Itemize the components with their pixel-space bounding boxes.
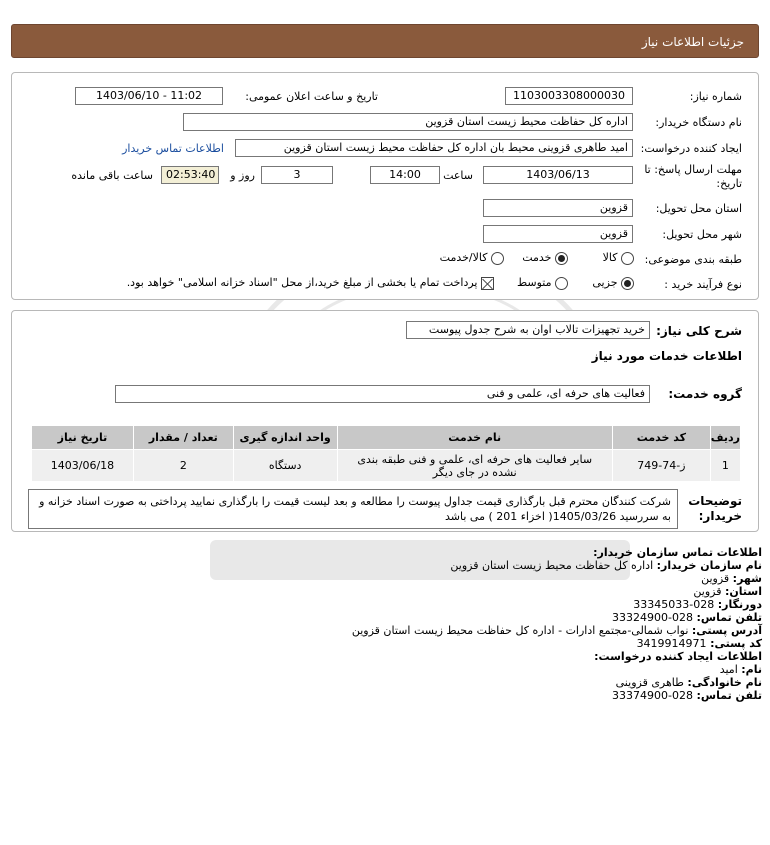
- city-field: قزوین: [483, 225, 633, 243]
- category-both-radio[interactable]: [491, 252, 504, 265]
- address-value: نواب شمالی-مجتمع ادارات - اداره کل حفاظت محیط زیست استان قزوین: [351, 624, 689, 637]
- buyer-notes-label-1: توضیحات: [688, 494, 742, 508]
- table-header-row: [32, 426, 741, 450]
- city-value: قزوین: [701, 572, 730, 585]
- payment-option[interactable]: [127, 276, 494, 290]
- summary-label: شرح کلی نیاز:: [656, 324, 742, 338]
- buyer-contact-link[interactable]: اطلاعات تماس خریدار: [122, 142, 224, 155]
- need-details-panel: [11, 72, 759, 300]
- col-unit: واحد اندازه گیری: [233, 426, 337, 450]
- creator-phone-label: تلفن تماس:: [696, 689, 762, 702]
- phone-value: 028-33324900: [612, 611, 694, 624]
- cell-date: 1403/06/18: [32, 450, 134, 482]
- page-header: [11, 24, 759, 58]
- category-option-both[interactable]: [440, 251, 504, 265]
- city-label-contact: شهر:: [732, 572, 762, 585]
- col-row: ردیف: [710, 426, 740, 450]
- summary-field: خرید تجهیزات تالاب اوان به شرح جدول پیوست: [406, 321, 650, 339]
- days-field: 3: [261, 166, 333, 184]
- process-option-medium[interactable]: [517, 276, 568, 290]
- cell-unit: دستگاه: [233, 450, 337, 482]
- family-value: طاهری قزوینی: [615, 676, 684, 689]
- creator-phone-value: 028-33374900: [612, 689, 694, 702]
- category-label: طبقه بندی موضوعی:: [644, 253, 742, 266]
- phone-label: تلفن تماس:: [696, 611, 762, 624]
- service-group-label: گروه خدمت:: [668, 387, 742, 401]
- col-date: تاریخ نیاز: [32, 426, 134, 450]
- fax-value: 028-33345033: [633, 598, 715, 611]
- process-label: نوع فرآیند خرید :: [664, 278, 742, 291]
- cell-qty: 2: [133, 450, 233, 482]
- province-value: قزوین: [693, 585, 722, 598]
- buyer-org-field: اداره کل حفاظت محیط زیست استان قزوین: [183, 113, 633, 131]
- announce-field: 1403/06/10 - 11:02: [75, 87, 223, 105]
- remaining-label: ساعت باقی مانده: [71, 169, 153, 182]
- family-label: نام خانوادگی:: [687, 676, 762, 689]
- payment-note: پرداخت تمام یا بخشی از مبلغ خرید،از محل "اسناد خزانه اسلامی" خواهد بود.: [126, 276, 478, 289]
- table-row: [32, 450, 741, 482]
- days-label: روز و: [230, 169, 255, 182]
- process-option-minor[interactable]: [592, 276, 634, 290]
- category-goods-radio[interactable]: [621, 252, 634, 265]
- category-option-goods[interactable]: [603, 251, 634, 265]
- deadline-label-1: مهلت ارسال پاسخ: تا: [644, 163, 742, 176]
- deadline-label-2: تاریخ:: [716, 177, 742, 190]
- payment-checkbox[interactable]: [481, 277, 494, 290]
- process-medium-text: متوسط: [516, 276, 552, 289]
- announce-label: تاریخ و ساعت اعلان عمومی:: [245, 90, 378, 103]
- page-title: جزئیات اطلاعات نیاز: [641, 35, 744, 49]
- buyer-notes-label-2: خریدار:: [698, 509, 742, 523]
- creator-label: ایجاد کننده درخواست:: [640, 142, 742, 155]
- process-minor-text: جزیی: [592, 276, 618, 289]
- province-field: قزوین: [483, 199, 633, 217]
- name-value: امید: [719, 663, 738, 676]
- postal-value: 3419914971: [636, 637, 707, 650]
- org-label: نام سازمان خریدار:: [656, 559, 762, 572]
- province-label-contact: استان:: [725, 585, 762, 598]
- deadline-time-field: 14:00: [370, 166, 440, 184]
- creator-field: امید طاهری قزوینی محیط بان اداره کل حفاظت محیط زیست استان قزوین: [235, 139, 633, 157]
- postal-label: کد پستی:: [710, 637, 762, 650]
- buyer-notes-field: شرکت کنندگان محترم قبل بارگذاری قیمت جداول پیوست را مطالعه و بعد لیست قیمت را بارگذاری نمایید پرداختی به صورت اسناد خزانه و به سررسید 1405/03/26( اخزاء 201 ) می باشد: [28, 489, 678, 529]
- org-value: اداره کل حفاظت محیط زیست استان قزوین: [450, 559, 654, 572]
- col-qty: تعداد / مقدار: [133, 426, 233, 450]
- cell-name: سایر فعالیت های حرفه ای، علمی و فنی طبقه بندی نشده در جای دیگر: [337, 450, 612, 482]
- need-summary-panel: [11, 310, 759, 532]
- category-both-text: کالا/خدمت: [439, 251, 488, 264]
- name-label: نام:: [741, 663, 762, 676]
- contact-section: [22, 546, 762, 702]
- category-goods-text: کالا: [602, 251, 618, 264]
- fax-label: دورنگار:: [717, 598, 762, 611]
- need-number-label: شماره نیاز:: [689, 90, 742, 103]
- contact-heading: اطلاعات تماس سازمان خریدار:: [593, 546, 762, 559]
- col-code: کد خدمت: [612, 426, 710, 450]
- cell-code: ز-74-749: [612, 450, 710, 482]
- category-option-service[interactable]: [522, 251, 568, 265]
- process-minor-radio[interactable]: [621, 277, 634, 290]
- items-table: [31, 425, 741, 482]
- remaining-time-field: 02:53:40: [161, 166, 219, 184]
- time-label: ساعت: [443, 169, 473, 182]
- category-service-text: خدمت: [522, 251, 552, 264]
- creator-heading: اطلاعات ایجاد کننده درخواست:: [594, 650, 762, 663]
- need-number-field: 1103003308000030: [505, 87, 633, 105]
- process-medium-radio[interactable]: [555, 277, 568, 290]
- province-label: استان محل تحویل:: [655, 202, 742, 215]
- city-label: شهر محل تحویل:: [662, 228, 742, 241]
- buyer-org-label: نام دستگاه خریدار:: [655, 116, 742, 129]
- deadline-date-field: 1403/06/13: [483, 166, 633, 184]
- address-label: آدرس پستی:: [691, 624, 762, 637]
- cell-row: 1: [710, 450, 740, 482]
- service-group-field: فعالیت های حرفه ای، علمی و فنی: [115, 385, 650, 403]
- col-name: نام خدمت: [337, 426, 612, 450]
- category-service-radio[interactable]: [555, 252, 568, 265]
- services-heading: اطلاعات خدمات مورد نیاز: [591, 349, 742, 363]
